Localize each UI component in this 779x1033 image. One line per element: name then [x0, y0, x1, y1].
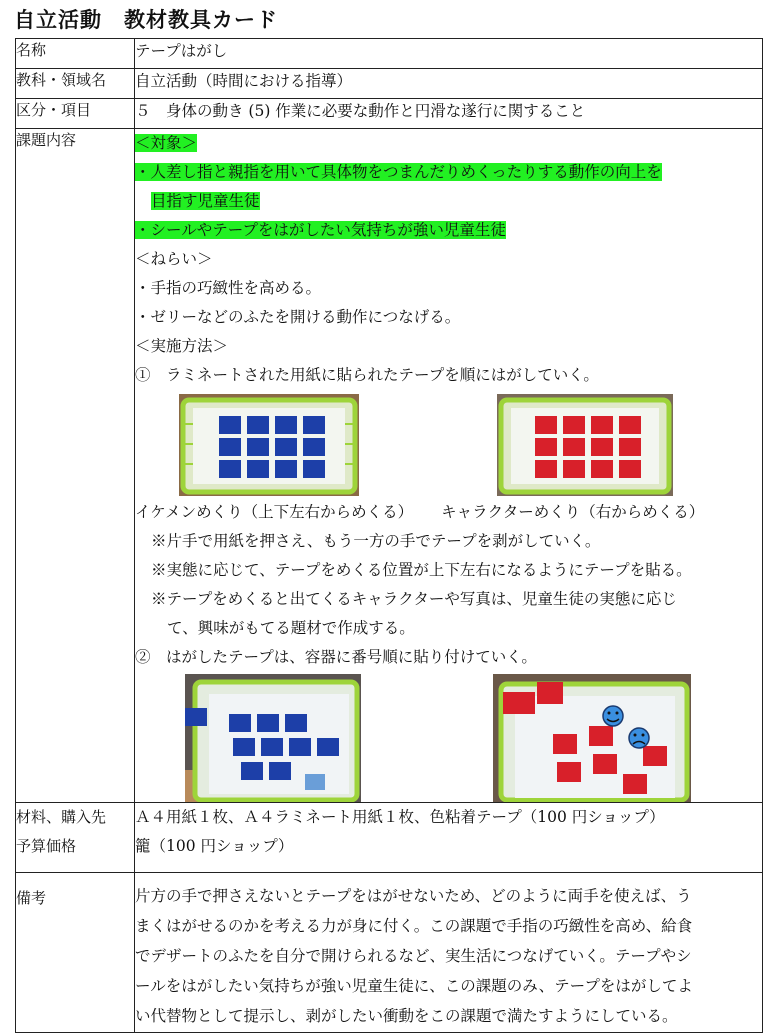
target-item-1a: ・人差し指と親指を用いて具体物をつまんだりめくったりする動作の向上を	[135, 163, 662, 181]
method-heading: ＜実施方法＞	[135, 337, 229, 355]
emoji-smile-icon	[603, 706, 623, 726]
note-1: ※片手で用紙を押さえ、もう一方の手でテープを剥がしていく。	[151, 532, 601, 550]
row-remarks	[16, 873, 763, 1033]
value-name: テープはがし	[135, 39, 763, 69]
row-materials	[16, 803, 763, 873]
emoji-sad-icon	[629, 728, 649, 748]
value-subject: 自立活動（時間における指導）	[135, 69, 763, 99]
row-category	[16, 99, 763, 129]
photo-blue-tape-tray	[179, 394, 359, 496]
aim-item-2: ・ゼリーなどのふたを開ける動作につなげる。	[135, 308, 461, 326]
note-3a: ※テープをめくると出てくるキャラクターや写真は、児童生徒の実態に応じ	[151, 590, 677, 608]
remarks-line-1: 片方の手で押さえないとテープをはがせないため、どのように両手を使えば、う	[135, 887, 692, 905]
label-materials-2: 予算価格	[16, 837, 77, 855]
target-item-1b: 目指す児童生徒	[151, 192, 260, 210]
note-3b: て、興味がもてる題材で作成する。	[167, 619, 415, 637]
method-step-1: ① ラミネートされた用紙に貼られたテープを順にはがしていく。	[135, 366, 599, 384]
photo-caption-left: イケメンめくり（上下左右からめくる）	[135, 503, 414, 521]
remarks-line-5: い代替物として提示し、剥がしたい衝動をこの課題で満たすようにしている。	[135, 1007, 678, 1025]
label-subject: 教科・領域名	[16, 69, 135, 99]
page-title: 自立活動 教材教具カード	[14, 8, 278, 32]
method-step-2: ② はがしたテープは、容器に番号順に貼り付けていく。	[135, 648, 537, 666]
photo-red-tape-container	[493, 674, 691, 802]
value-materials	[135, 803, 763, 873]
value-remarks	[135, 873, 763, 1033]
remarks-line-3: でデザートのふたを自分で開けられるなど、実生活につなげていく。テープやシ	[135, 947, 692, 965]
label-materials-1: 材料、購入先	[16, 808, 107, 826]
photo-caption-right: キャラクターめくり（右からめくる）	[441, 503, 705, 521]
row-subject	[16, 69, 763, 99]
materials-line-2: 籠（100 円ショップ）	[135, 837, 294, 855]
target-heading: ＜対象＞	[135, 134, 198, 152]
remarks-line-4: ールをはがしたい気持ちが強い児童生徒に、この課題のみ、テープをはがしてよ	[135, 977, 693, 995]
label-remarks: 備考	[16, 873, 135, 1033]
aim-item-1: ・手指の巧緻性を高める。	[135, 279, 322, 297]
aim-heading: ＜ねらい＞	[135, 250, 213, 268]
material-card-table	[15, 38, 763, 1033]
value-category: ５ 身体の動き (5) 作業に必要な動作と円滑な遂行に関すること	[135, 99, 763, 129]
photo-blue-tape-container	[185, 674, 361, 802]
label-content: 課題内容	[16, 129, 135, 803]
note-2: ※実態に応じて、テープをめくる位置が上下左右になるようにテープを貼る。	[151, 561, 692, 579]
label-materials	[16, 803, 135, 873]
label-category: 区分・項目	[16, 99, 135, 129]
row-name	[16, 39, 763, 69]
photo-red-tape-tray	[497, 394, 673, 496]
remarks-line-2: まくはがせるのかを考える力が身に付く。この課題で手指の巧緻性を高め、給食	[135, 917, 693, 935]
value-content	[135, 129, 763, 803]
label-name: 名称	[16, 39, 135, 69]
materials-line-1: Ａ４用紙１枚、Ａ４ラミネート用紙１枚、色粘着テープ（100 円ショップ）	[135, 808, 665, 826]
target-item-2: ・シールやテープをはがしたい気持ちが強い児童生徒	[135, 221, 506, 239]
row-content	[16, 129, 763, 803]
